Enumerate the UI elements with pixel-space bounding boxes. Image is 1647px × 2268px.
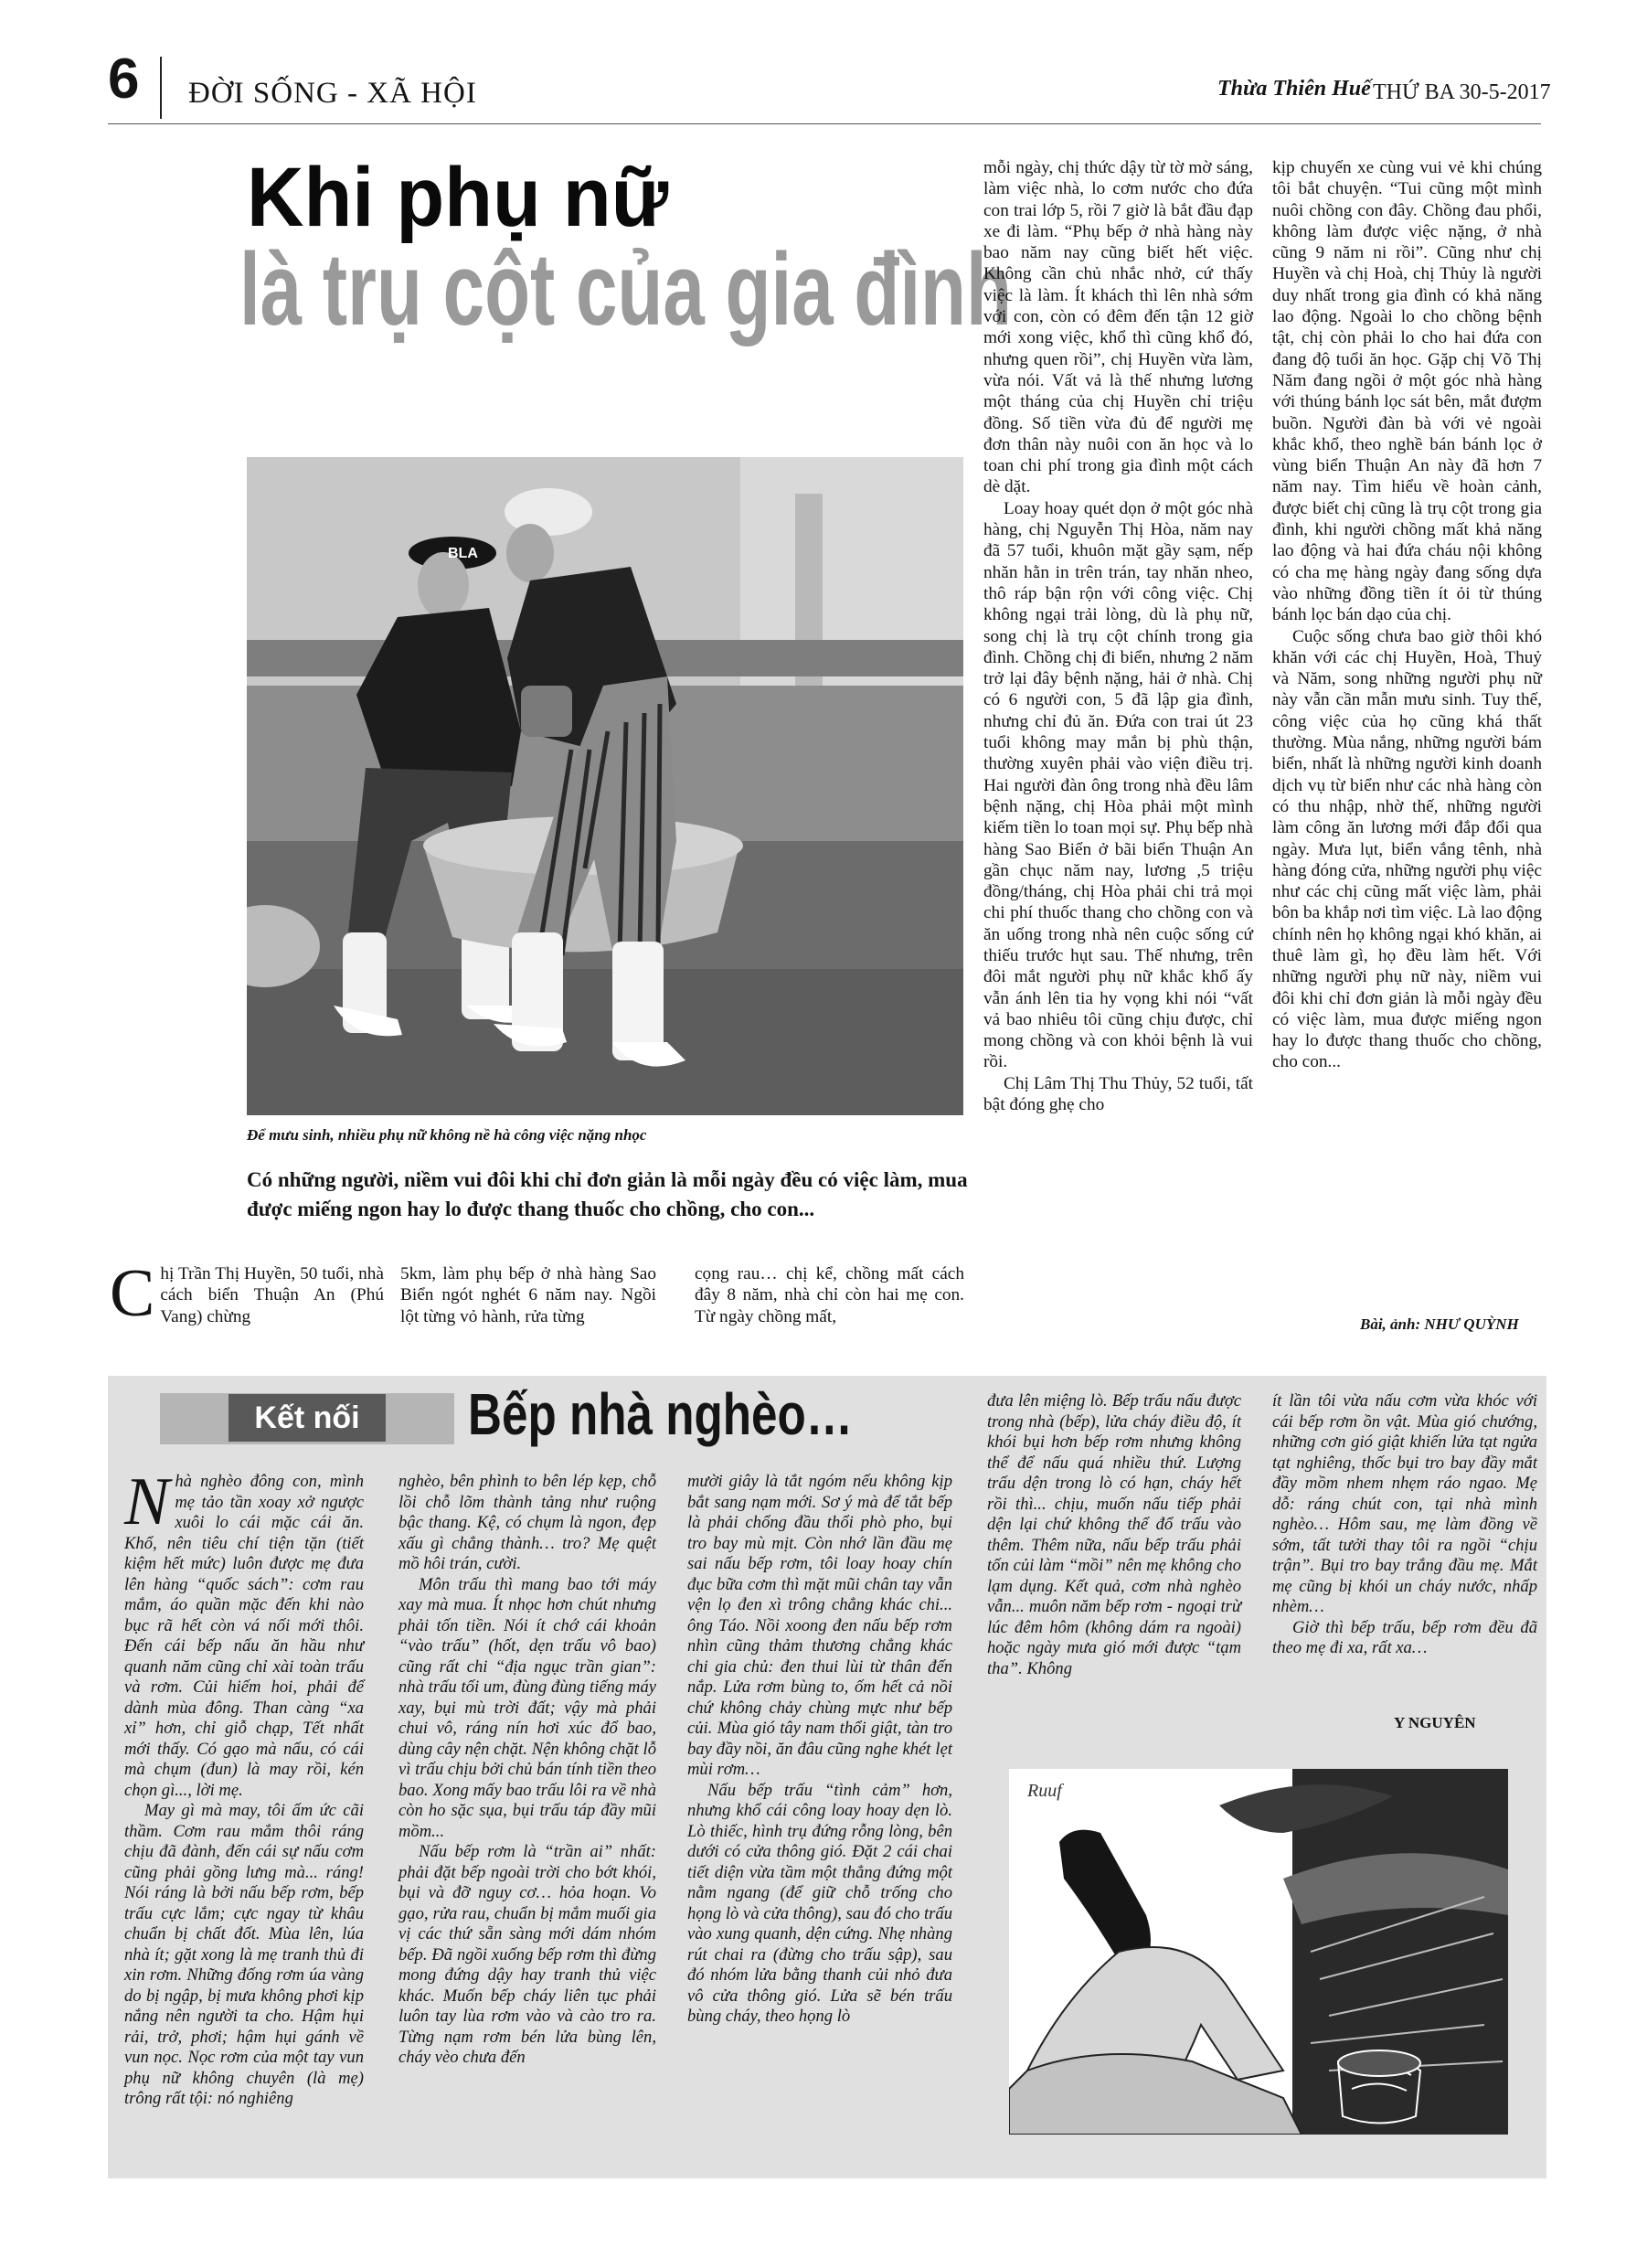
lead-column-3 <box>695 1263 964 1327</box>
col5-para-2: Cuộc sống chưa bao giờ thôi khó khăn với các chị Huyền, Hoà, Thuỷ và Năm, song những người phụ nữ này vẫn cần mẫn mưu sinh. Tuy thế, công việc của họ cũng khá thất thường. Mùa nắng, những người bám biển, nhất là những người kinh doanh dịch vụ từ biển như các nhà hàng còn có thu nhập, nhờ thế, những người làm công ăn lương mới đắp đổi qua ngày. Mưa lụt, biển vắng tênh, nhà hàng đóng cửa, những người phụ việc như các chị cũng mất việc làm, phải bôn ba khắp nơi tìm việc. Là lao động chính nên họ không ngại khó khăn, ai thuê làm gì, họ đều làm hết. Với những người phụ nữ này, niềm vui đôi khi chỉ đơn giản là mỗi ngày đều có việc làm, mua được miếng ngon hay lo được thang thuốc cho chồng, cho con... <box>1272 626 1542 1072</box>
lead-text-2: 5km, làm phụ bếp ở nhà hàng Sao Biển ngót nghét 6 năm nay. Ngồi lột từng vỏ hành, rửa từng <box>400 1264 656 1326</box>
article-photo <box>247 457 963 1115</box>
cap-logo: BLA <box>448 546 478 561</box>
lead-column-2 <box>400 1263 656 1327</box>
box-col3-para-1: mười giây là tắt ngóm nếu không kịp bắt sang nạm mới. Sơ ý mà để tắt bếp là phải chổng đầu thổi phò pho, bụi tro bay mù mịt. Còn nhớ lần đầu mẹ sai nấu bếp rơm, tôi loay hoay chín đục bữa cơm thì mặt mũi chân tay vẫn vện lọ đen xì trông chẳng khác chi... ông Táo. Nồi xoong đen nấu bếp rơm nhìn cũng thảm thương chẳng khác chi gia chủ: đen thui lùi từ thân đến nắp. Lửa rơm bùng to, ốm hết cả nồi chứ không chảy chùng mực như bếp củi. Mùa gió tây nam thổi giật, tàn tro bay đầy nồi, ăn đâu cũng nghe khét lẹt mùi rơm… <box>687 1472 952 1779</box>
lead-text: hị Trần Thị Huyền, 50 tuổi, nhà cách biển Thuận An (Phú Vang) chừng <box>160 1264 384 1326</box>
headline-line-2: là trụ cột của gia đình <box>239 232 1012 346</box>
col4-para-1: mỗi ngày, chị thức dậy từ tờ mờ sáng, làm việc nhà, lo cơm nước cho đứa con trai lớp 5, rồi 7 giờ là bắt đầu đạp xe đi làm. “Phụ bếp ở nhà hàng này bao năm nay cũng biết hết việc. Không cần chủ nhắc nhở, cứ thấy việc là làm. Ít khách thì lên nhà sớm với con, còn có đêm đến tận 12 giờ mới xong việc, khổ thì cũng khổ đó, nhưng quen rồi”, chị Huyền vừa làm, vừa nói. Vất vả là thế nhưng lương một tháng của chị Huyền chỉ triệu đồng. Số tiền vừa đủ để người mẹ đơn thân này nuôi con ăn học và lo toan chi phí trong gia đình một cách dè dặt. <box>983 158 1253 497</box>
box-col2-para-3: Nấu bếp rơm là “trần ai” nhất: phải đặt bếp ngoài trời cho bớt khói, bụi và đỡ nguy cơ… hỏa hoạn. Vo gạo, rửa rau, chuẩn bị mắm muối gia vị các thứ sẵn sàng mới dám nhóm bếp. Đã ngồi xuống bếp rơm thì đừng mong đứng dậy hay tranh thủ việc khác. Muốn bếp cháy liên tục phải luôn tay lùa rơm vào và cào tro ra. Từng nạm rơm bén lửa bùng lên, cháy vèo chưa đến <box>398 1842 656 2067</box>
masthead-divider <box>160 57 162 119</box>
page-number: 6 <box>108 48 140 111</box>
masthead-rule <box>108 123 1541 124</box>
byline: Bài, ảnh: NHƯ QUỲNH <box>1360 1315 1519 1333</box>
article-column-5 <box>1272 157 1542 1073</box>
article-column-4 <box>983 157 1253 1115</box>
box-col1-para-2: May gì mà may, tôi ấm ức cãi thầm. Cơm rau mắm thôi ráng chịu đã đành, đến cái sự nấu cơm cũng phải gồng lưng mà... ráng! Nói ráng là bởi nấu bếp rơm, bếp trấu cực lắm; cực ngay từ khâu chuẩn bị chất đốt. Mùa lên, lúa nhà ít; gặt xong là mẹ tranh thủ đi xin rơm. Những đống rơm úa vàng do bị ngập, bị mưa không phơi kịp nắng nên người ta cho. Hậm hụi rải, trở, phơi; hậm hụi gánh về vun nọc. Nọc rơm của một tay vun phụ nữ không chuyên (là mẹ) trông rất tội: nó nghiêng <box>124 1801 364 2108</box>
drop-cap: C <box>110 1256 155 1331</box>
box-col5-para-1: ít lần tôi vừa nấu cơm vừa khóc với cái bếp rơm ồn vật. Mùa gió chướng, những cơn gió giật khiến lửa tạt ngửa tạt nghiêng, thốc bụi tro bay đầy mắt đầy mồm nhem nhẹm ráo ngao. Mẹ dỗ: ráng chút con, tại nhà mình nghèo… Hôm sau, mẹ làm đồng về sớm, tất tưởi thay tôi ra ngồi “chịu trận”. Bụi tro bay trắng đầu mẹ. Mắt mẹ cũng bị khói un cháy nước, nhấp nhèm… <box>1272 1391 1537 1616</box>
box-col2-para-1: nghèo, bên phình to bên lép kẹp, chỗ lồi chỗ lõm thành tảng như ruộng bậc thang. Kệ, có chụm là ngon, đẹp xấu gì chẳng thành… tro? Mẹ quệt mồ hôi trán, cười. <box>398 1472 656 1573</box>
box-column-4 <box>987 1391 1241 1679</box>
box-col2-para-2: Môn trấu thì mang bao tới máy xay mà mua. Ít nhọc hơn chút nhưng phải tốn tiền. Nói ít chớ cái khoản “vào trấu” (hốt, dẹn trấu vô bao) cũng rất chi “địa ngục trần gian”: nhà trấu tối um, đùng đùng tiếng máy xay, bụi mù trời đất; vậy mà phải chui vô, ráng nín hơi xúc đổ bao, dùng cây nện chặt. Nện không chặt lỗ vì trấu chịu bởi chủ bán tính tiền theo bao. Xong mấy bao trấu lôi ra về nhà còn ho sặc sụa, bụi trấu táp đầy mũi mồm... <box>398 1574 656 1841</box>
kitchen-illustration <box>1009 1769 1508 2135</box>
box-column-1 <box>124 1464 364 2110</box>
lead-text-3: cọng rau… chị kể, chồng mất cách đây 8 năm, nhà chỉ còn hai mẹ con. Từ ngày chồng mất, <box>695 1264 964 1326</box>
sapo: Có những người, niềm vui đôi khi chỉ đơn giản là mỗi ngày đều có việc làm, mua được miếng ngon hay lo được thang thuốc cho chồng, cho con... <box>247 1168 968 1220</box>
box-title: Bếp nhà nghèo… <box>468 1381 853 1447</box>
col4-para-2: Loay hoay quét dọn ở một góc nhà hàng, chị Nguyễn Thị Hòa, năm nay đã 57 tuổi, khuôn mặt gầy sạm, nếp nhăn hằn in trên trán, tay nhăn nheo, thô ráp bận rộn với công việc. Chị không ngại trải lòng, dù là phụ nữ, song chị là trụ cột chính trong gia đình. Chồng chị đi biển, nhưng 2 năm trở lại đây bệnh nặng, hải ở nhà. Chị có 6 người con, 5 đã lập gia đình, nhưng chỉ đủ ăn. Đứa con trai út 23 tuổi không may mắn bị phù thận, thường xuyên phải vào viện điều trị. Hai người đàn ông trong nhà đều lâm bệnh nặng, chị Hòa phải một mình kiếm tiền lo toan mọi sự. Phụ bếp nhà hàng Sao Biển ở bãi biển Thuận An gần chục năm nay, lương ,5 triệu đồng/tháng, chị Hòa phải chi trả mọi chi phí thuốc thang cho chồng con và ăn uống trong nhà nên cuộc sống cứ thiếu trước hụt sau. Thế nhưng, trên đôi mắt người phụ nữ khắc khổ ấy vẫn ánh lên tia hy vọng khi nói “vất vả bao nhiêu tôi cũng chịu được, chỉ mong chồng và con khỏi bệnh là vui rồi. <box>983 498 1253 1072</box>
kicker-label: Kết nối <box>228 1394 386 1442</box>
box-column-2 <box>398 1472 656 2069</box>
box-col5-para-2: Giờ thì bếp trấu, bếp rơm đều đã theo mẹ đi xa, rất xa… <box>1272 1617 1537 1657</box>
illustration-signature: Ruuf <box>1027 1781 1062 1801</box>
lead-column-1 <box>110 1256 384 1331</box>
box-col4-para-1: đưa lên miệng lò. Bếp trấu nấu được trong nhà (bếp), lửa cháy điều độ, ít khói bụi hơn bếp rơm nhưng không thể để nấu quá nhiều thứ. Lượng trấu dện trong lò có hạn, cháy hết rồi thì... chịu, muốn nấu tiếp phải dện lại chứ không thể đổ trấu vào thêm. Thêm nữa, nấu bếp trấu phải tốn củi làm “mồi” nên mẹ không cho lạm dụng. Kết quả, cơm nhà nghèo vẫn... muôn năm bếp rơm - ngoại trừ lúc đêm hôm (không dám ra ngoài) hoặc ngày mưa gió mới được “tạm tha”. Không <box>987 1391 1241 1678</box>
box-drop-cap: N <box>124 1464 170 1539</box>
box-column-5 <box>1272 1391 1537 1659</box>
box-column-3 <box>687 1472 952 2028</box>
box-col3-para-2: Nấu bếp trấu “tình cảm” hơn, nhưng khổ cái công loay hoay dẹn lò. Lò thiếc, hình trụ đứng rỗng lòng, bên dưới có cửa thông gió. Đặt 2 cái chai tiết diện vừa tầm một thẳng đứng một nằm ngang (để giữ chỗ trống cho họng lò và cửa thông), sau đó cho trấu vào xung quanh, dện cứng. Nhẹ nhàng rút chai ra (đừng cho trấu sập), sau đó nhóm lửa bằng thanh củi nhỏ đưa vô cửa thông gió. Lửa sẽ bén trấu bùng cháy, theo họng lò <box>687 1780 952 2026</box>
section-name: ĐỜI SỐNG - XÃ HỘI <box>188 77 477 110</box>
photo-caption: Để mưu sinh, nhiều phụ nữ không nề hà công việc nặng nhọc <box>247 1126 647 1144</box>
newspaper-name: Thừa Thiên Huế <box>1217 77 1371 101</box>
headline-line-1: Khi phụ nữ <box>247 151 669 244</box>
col5-para-1: kịp chuyến xe cùng vui vẻ khi chúng tôi bắt chuyện. “Tui cũng một mình nuôi chồng con đây. Chồng đau phổi, không làm được việc nặng, ở nhà cũng 9 năm ni rồi”. Cũng như chị Huyền và chị Hoà, chị Thủy là người duy nhất trong gia đình có khả năng lao động. Ngoài lo cho chồng bệnh tật, chị còn phải lo cho hai đứa con đang độ tuổi ăn học. Gặp chị Võ Thị Năm đang ngồi ở một góc nhà hàng với thúng bánh lọc sát bên, mắt đượm buồn. Người đàn bà với vẻ ngoài khắc khổ, theo nghề bán bánh lọc ở vùng biển Thuận An này đã hơn 7 năm nay. Tìm hiểu về hoàn cảnh, được biết chị cũng là trụ cột trong gia đình, khi người chồng mất khả năng lao động và hai đứa cháu nội không có cha mẹ hàng ngày đang sống dựa vào những đồng tiền ít ỏi từ thúng bánh lọc bán dạo của chị. <box>1272 158 1542 625</box>
box-author: Y NGUYÊN <box>1394 1714 1476 1731</box>
box-col1-para-1: hà nghèo đông con, mình mẹ tảo tần xoay xở ngược xuôi lo cái mặc cái ăn. Khổ, nên tiêu chí tiện tặn (tiết kiệm hết mức) luôn được mẹ đưa lên hàng “quốc sách”: cơm rau mắm, áo quần mặc đến khi nào bục rã hết còn vá nối mới thôi. Đến cái bếp nấu ăn hầu như quanh năm cũng chỉ xài toàn trấu và rơm. Củi hiếm hoi, phải để dành mùa đông. Than càng “xa xỉ” hơn, chỉ giỗ chạp, Tết nhất mới thấy. Có gạo mà nấu, có cái mà chụm (đun) là may rồi, kén chọn gì..., lời mẹ. <box>124 1472 364 1800</box>
col4-para-3: Chị Lâm Thị Thu Thủy, 52 tuổi, tất bật đóng ghẹ cho <box>983 1073 1253 1115</box>
issue-date: THỨ BA 30-5-2017 <box>1373 80 1551 104</box>
